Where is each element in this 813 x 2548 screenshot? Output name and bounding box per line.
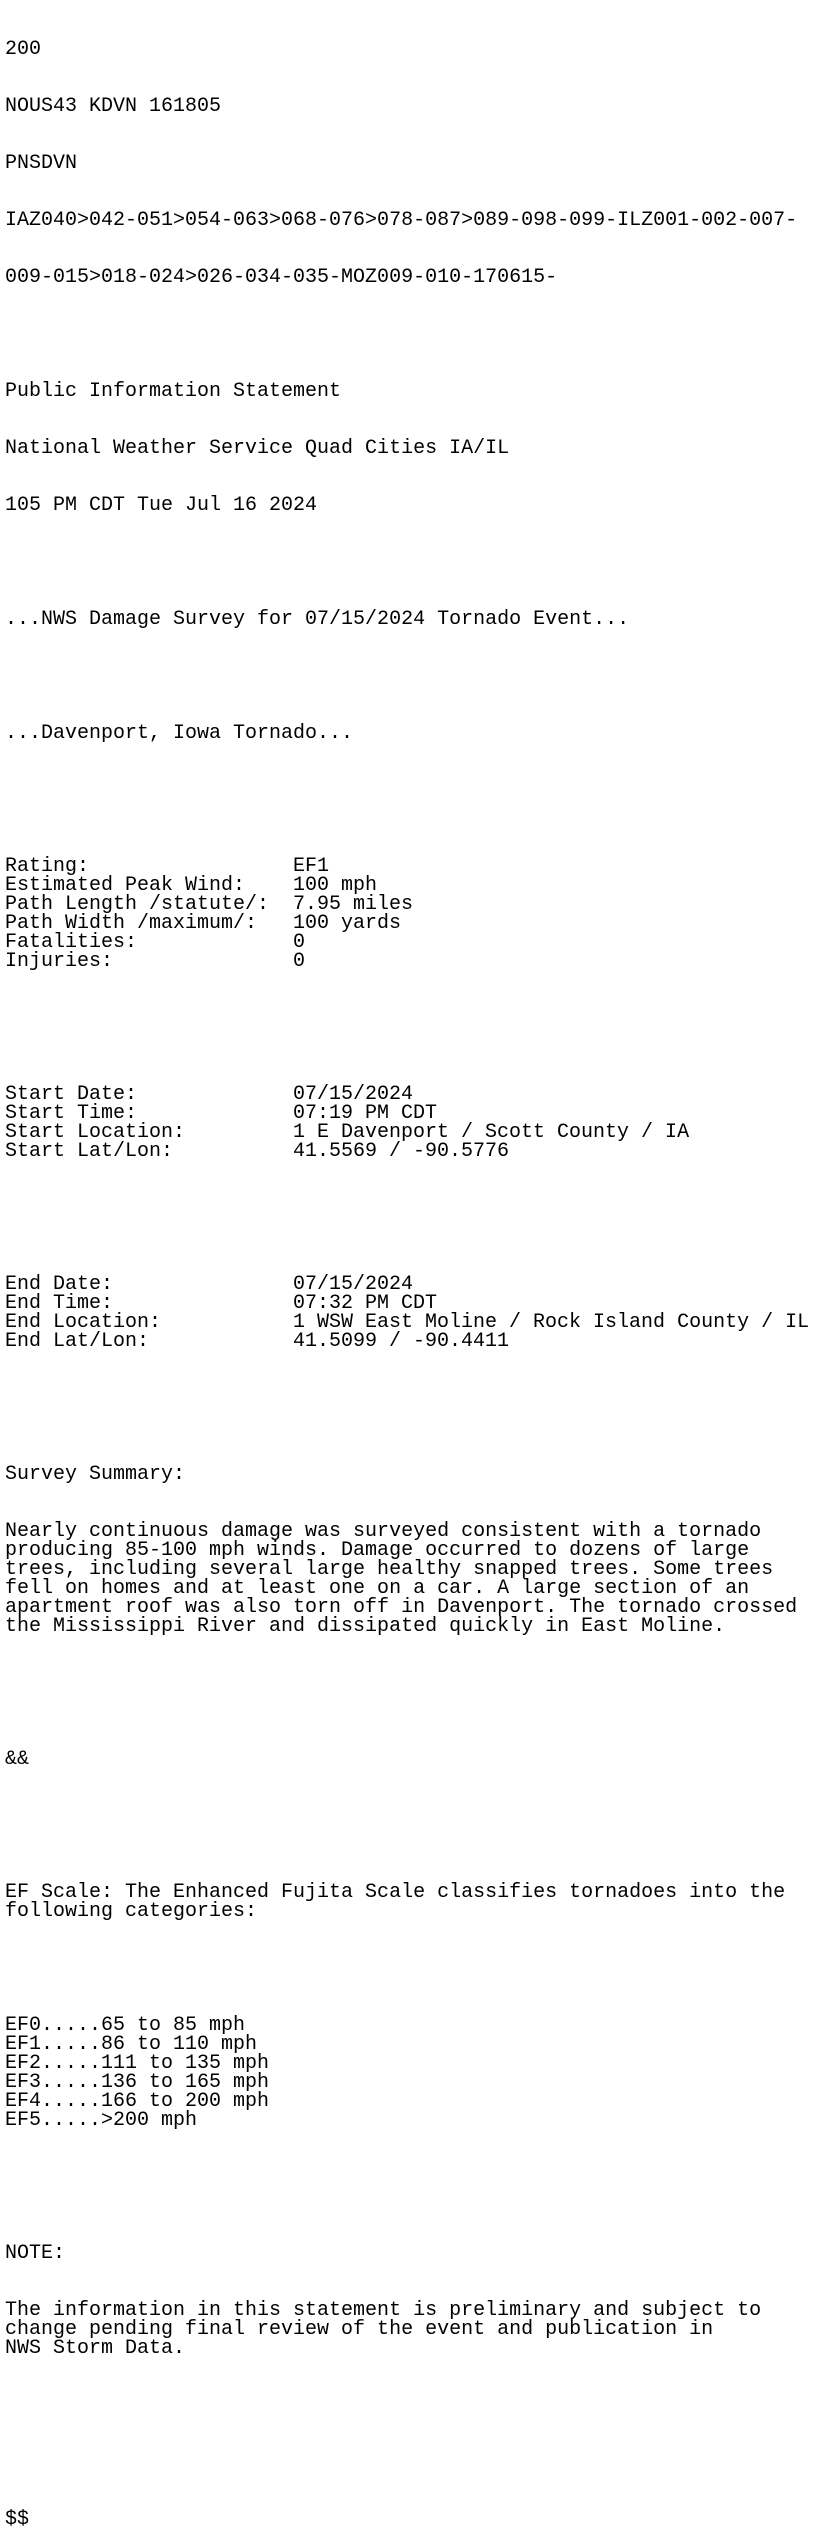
header-line-1: 200 <box>5 38 42 61</box>
text-line: Nearly continuous damage was surveyed consistent with a tornado <box>5 1520 762 1543</box>
field-value: 07/15/2024 <box>293 1083 414 1106</box>
blank-line <box>5 781 813 800</box>
field-row <box>5 1142 813 1161</box>
field-value: 100 yards <box>293 912 402 935</box>
field-label: Fatalities: <box>5 931 138 954</box>
text-line: EF3.....136 to 165 mph <box>5 2071 270 2094</box>
text-line: trees, including several large healthy snapped trees. Some trees <box>5 1558 774 1581</box>
field-label: End Time: <box>5 1292 114 1315</box>
field-value: 41.5569 / -90.5776 <box>293 1140 510 1163</box>
blank-line <box>5 553 813 572</box>
blank-line <box>5 325 813 344</box>
text-line: NWS Storm Data. <box>5 2337 186 2360</box>
field-value: 100 mph <box>293 874 378 897</box>
end-details <box>5 1275 813 1351</box>
survey-summary-heading: Survey Summary: <box>5 1463 186 1486</box>
header-line-2: NOUS43 KDVN 161805 <box>5 95 222 118</box>
text-line: EF1.....86 to 110 mph <box>5 2033 258 2056</box>
issue-time: 105 PM CDT Tue Jul 16 2024 <box>5 494 318 517</box>
field-value: EF1 <box>293 855 330 878</box>
field-value: 0 <box>293 950 306 973</box>
text-line: the Mississippi River and dissipated quickly in East Moline. <box>5 1615 726 1638</box>
field-value: 0 <box>293 931 306 954</box>
issuing-office: National Weather Service Quad Cities IA/IL <box>5 437 510 460</box>
blank-line <box>5 2168 813 2187</box>
field-row <box>5 1332 813 1351</box>
zone-codes-line-1: IAZ040>042-051>054-063>068-076>078-087>089-098-099-ILZ001-002-007- <box>5 209 798 232</box>
field-label: End Location: <box>5 1311 162 1334</box>
field-label: Path Width /maximum/: <box>5 912 258 935</box>
note-text <box>5 2301 813 2358</box>
headline: ...NWS Damage Survey for 07/15/2024 Tornado Event... <box>5 608 630 631</box>
field-row <box>5 933 813 952</box>
text-line: EF Scale: The Enhanced Fujita Scale classifies tornadoes into the <box>5 1881 786 1904</box>
field-row <box>5 952 813 971</box>
subheadline: ...Davenport, Iowa Tornado... <box>5 722 354 745</box>
ef-scale-categories <box>5 2016 813 2130</box>
field-label: Injuries: <box>5 950 114 973</box>
field-label: Start Date: <box>5 1083 138 1106</box>
start-details <box>5 1085 813 1161</box>
section-separator: && <box>5 1748 30 1771</box>
field-value: 41.5099 / -90.4411 <box>293 1330 510 1353</box>
note-heading: NOTE: <box>5 2242 66 2265</box>
blank-line <box>5 667 813 686</box>
survey-summary-text <box>5 1522 813 1636</box>
blank-line <box>5 1674 813 1693</box>
blank-line <box>5 2396 813 2415</box>
zone-codes-line-2: 009-015>018-024>026-034-035-MOZ009-010-170615- <box>5 266 558 289</box>
statement-title: Public Information Statement <box>5 380 342 403</box>
text-line: EF5.....>200 mph <box>5 2109 198 2132</box>
field-value: 1 E Davenport / Scott County / IA <box>293 1121 690 1144</box>
field-value: 07:19 PM CDT <box>293 1102 438 1125</box>
tornado-stats <box>5 857 813 971</box>
blank-line <box>5 2453 813 2472</box>
field-value: 7.95 miles <box>293 893 414 916</box>
blank-line <box>5 1959 813 1978</box>
field-label: Start Location: <box>5 1121 186 1144</box>
footer-marker: $$ <box>5 2508 30 2531</box>
blank-line <box>5 1199 813 1218</box>
text-line: change pending final review of the event and publication in <box>5 2318 714 2341</box>
field-label: Estimated Peak Wind: <box>5 874 246 897</box>
text-line: EF4.....166 to 200 mph <box>5 2090 270 2113</box>
field-label: End Date: <box>5 1273 114 1296</box>
field-label: Start Time: <box>5 1102 138 1125</box>
field-label: Start Lat/Lon: <box>5 1140 174 1163</box>
field-label: End Lat/Lon: <box>5 1330 150 1353</box>
text-line: producing 85-100 mph winds. Damage occurred to dozens of large <box>5 1539 750 1562</box>
field-value: 07:32 PM CDT <box>293 1292 438 1315</box>
text-line: following categories: <box>5 1900 258 1923</box>
blank-line <box>5 1389 813 1408</box>
blank-line <box>5 1009 813 1028</box>
ef-scale-intro <box>5 1883 813 1921</box>
header-line-3: PNSDVN <box>5 152 78 175</box>
text-line: EF0.....65 to 85 mph <box>5 2014 246 2037</box>
blank-line <box>5 1807 813 1826</box>
text-line: apartment roof was also torn off in Davenport. The tornado crossed <box>5 1596 798 1619</box>
field-value: 07/15/2024 <box>293 1273 414 1296</box>
field-label: Rating: <box>5 855 90 878</box>
text-line: The information in this statement is preliminary and subject to <box>5 2299 762 2322</box>
text-line: fell on homes and at least one on a car. A large section of an <box>5 1577 750 1600</box>
field-value: 1 WSW East Moline / Rock Island County / IL <box>293 1311 810 1334</box>
text-line: EF2.....111 to 135 mph <box>5 2052 270 2075</box>
field-label: Path Length /statute/: <box>5 893 270 916</box>
